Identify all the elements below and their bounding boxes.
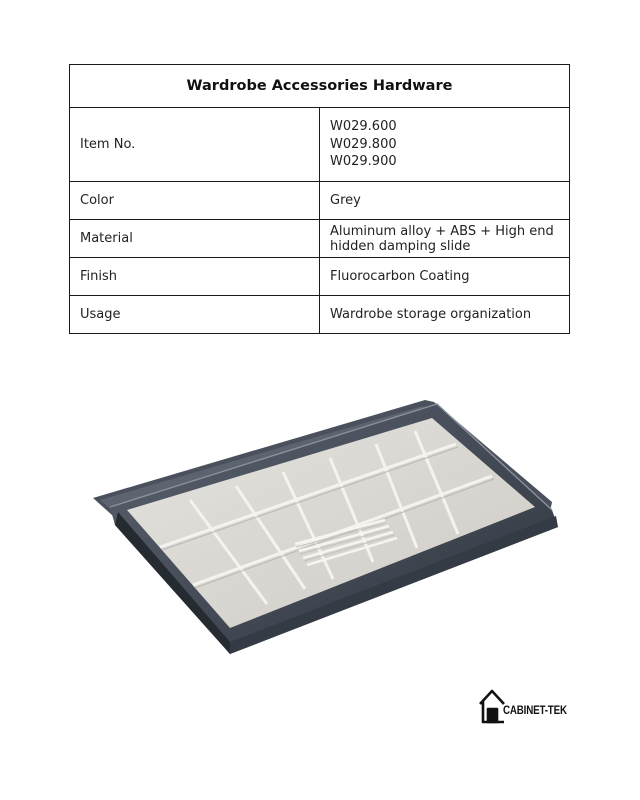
item-number: W029.800: [330, 136, 397, 152]
color-value: Grey: [320, 182, 570, 220]
color-label: Color: [70, 182, 320, 220]
finish-label: Finish: [70, 258, 320, 296]
table-row-color: [70, 182, 570, 220]
item-number: W029.600: [330, 119, 397, 135]
logo-text: CABINET-TEK: [503, 705, 567, 717]
product-image-jewelry-tray: [80, 392, 562, 658]
usage-value: Wardrobe storage organization: [320, 296, 570, 334]
material-label: Material: [70, 220, 320, 258]
table-row-finish: [70, 258, 570, 296]
item-number: W029.900: [330, 154, 397, 170]
table-row-item-no: [70, 108, 570, 182]
finish-value: Fluorocarbon Coating: [320, 258, 570, 296]
usage-label: Usage: [70, 296, 320, 334]
table-title: Wardrobe Accessories Hardware: [70, 65, 570, 108]
house-icon: [480, 691, 504, 722]
table-row-usage: [70, 296, 570, 334]
item-no-values: [320, 108, 570, 182]
spec-table: [69, 64, 570, 334]
item-no-label: Item No.: [70, 108, 320, 182]
table-header-row: [70, 65, 570, 108]
table-row-material: [70, 220, 570, 258]
material-value: Aluminum alloy + ABS + High end hidden damping slide: [320, 220, 570, 258]
